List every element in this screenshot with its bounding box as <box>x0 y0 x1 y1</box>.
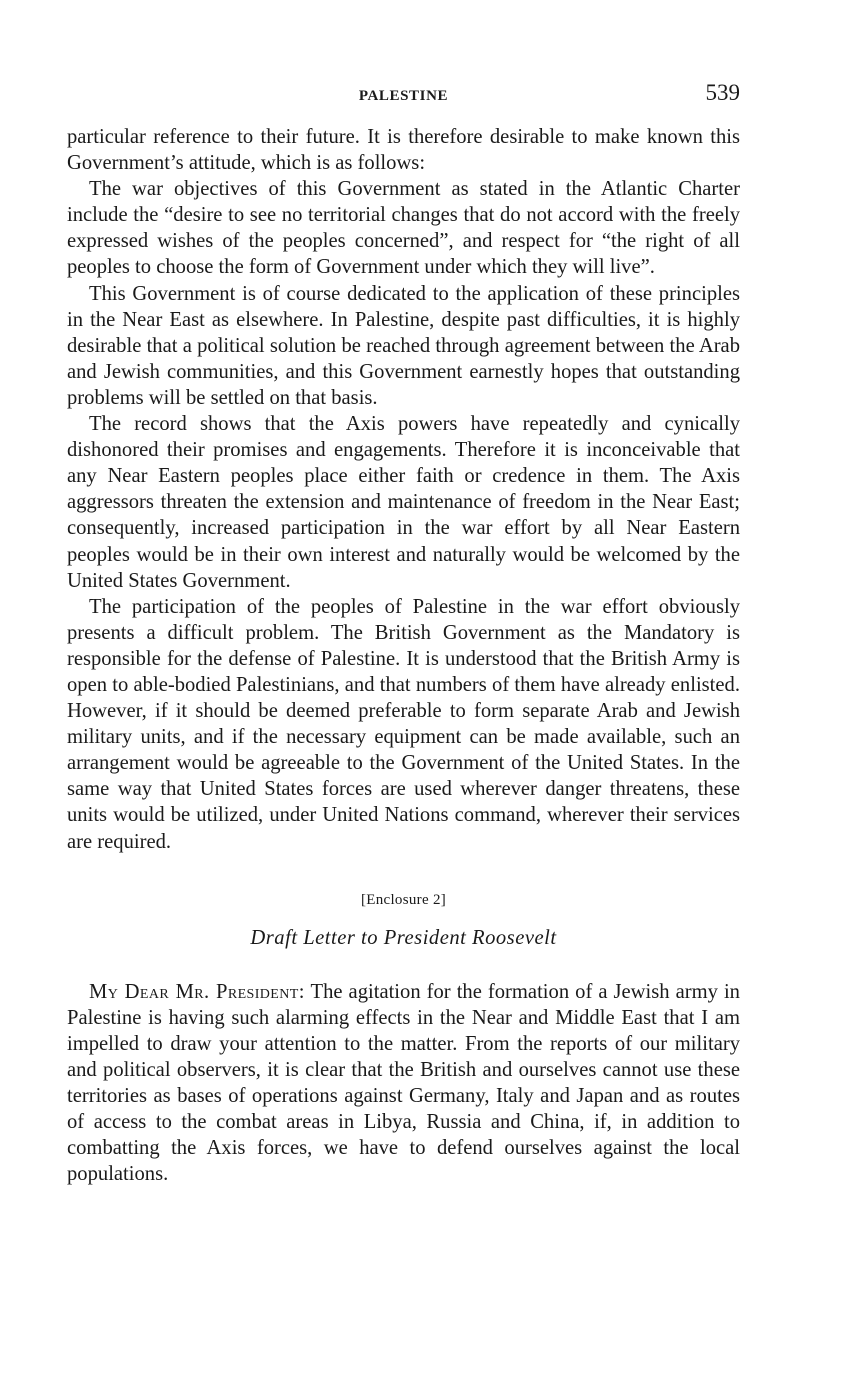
paragraph-near-east-principles: This Government is of course dedicated to the application of these principles in the Near East as elsewhere. In Palestine, despite past difficulties, it is highly desirable that a political solution be reached through agreement between the Arab and Jewish communities, and this Government earnestly hopes that outstanding problems will be settled on that basis. <box>67 282 740 409</box>
letter-paragraph <box>67 979 740 1188</box>
paragraph-continuation: particular reference to their future. It is therefore desirable to make known this Government’s attitude, which is as follows: <box>67 126 740 175</box>
page-number: 539 <box>705 80 740 105</box>
letter-title: Draft Letter to President Roosevelt <box>250 926 557 949</box>
letter-section <box>67 979 740 1188</box>
paragraph-atlantic-charter: The war objectives of this Government as stated in the Atlantic Charter include the “desire to see no territorial changes that do not accord with the freely expressed wishes of the peoples concerned”, and respect for “the right of all peoples to choose the form of Government under which they will live”. <box>67 178 740 279</box>
running-title: PALESTINE <box>358 88 449 104</box>
paragraph-war-participation: The participation of the peoples of Palestine in the war effort obviously presents a difficult problem. The British Government as the Mandatory is responsible for the defense of Palestine. It is understood that the British Army is open to able-bodied Palestinians, and that numbers of them have already enlisted. However, if it should be deemed preferable to form separate Arab and Jewish military units, and if the necessary equipment can be made available, such an arrangement would be agreeable to the Government of the United States. In the same way that United States forces are used wherever danger threatens, these units would be utilized, under United Nations command, wherever their services are required. <box>67 595 740 853</box>
statement-section <box>67 124 740 855</box>
enclosure-label: [Enclosure 2] <box>360 891 447 908</box>
letter-text: The agitation for the formation of a Jewish army in Palestine is having such alarming effects in the Near and Middle East that I am impelled to draw your attention to the matter. From the reports of our military and political observers, it is clear that the British and ourselves cannot use these territories as bases of operations against Germany, Italy and Japan and as routes of access to the combat areas in Libya, Russia and China, if, in addition to combatting the Axis forces, we have to defend ourselves against the local populations. <box>67 980 740 1186</box>
running-header <box>67 80 740 114</box>
letter-salutation: My Dear Mr. President: <box>89 980 305 1003</box>
document-page <box>67 80 740 1187</box>
paragraph-axis-record: The record shows that the Axis powers have repeatedly and cynically dishonored their promises and engagements. Therefore it is inconceivable that any Near Eastern peoples place either faith or credence in them. The Axis aggressors threaten the extension and maintenance of freedom in the Near East; consequently, increased participation in the war effort by all Near Eastern peoples would be in their own interest and naturally would be welcomed by the United States Government. <box>67 413 740 592</box>
